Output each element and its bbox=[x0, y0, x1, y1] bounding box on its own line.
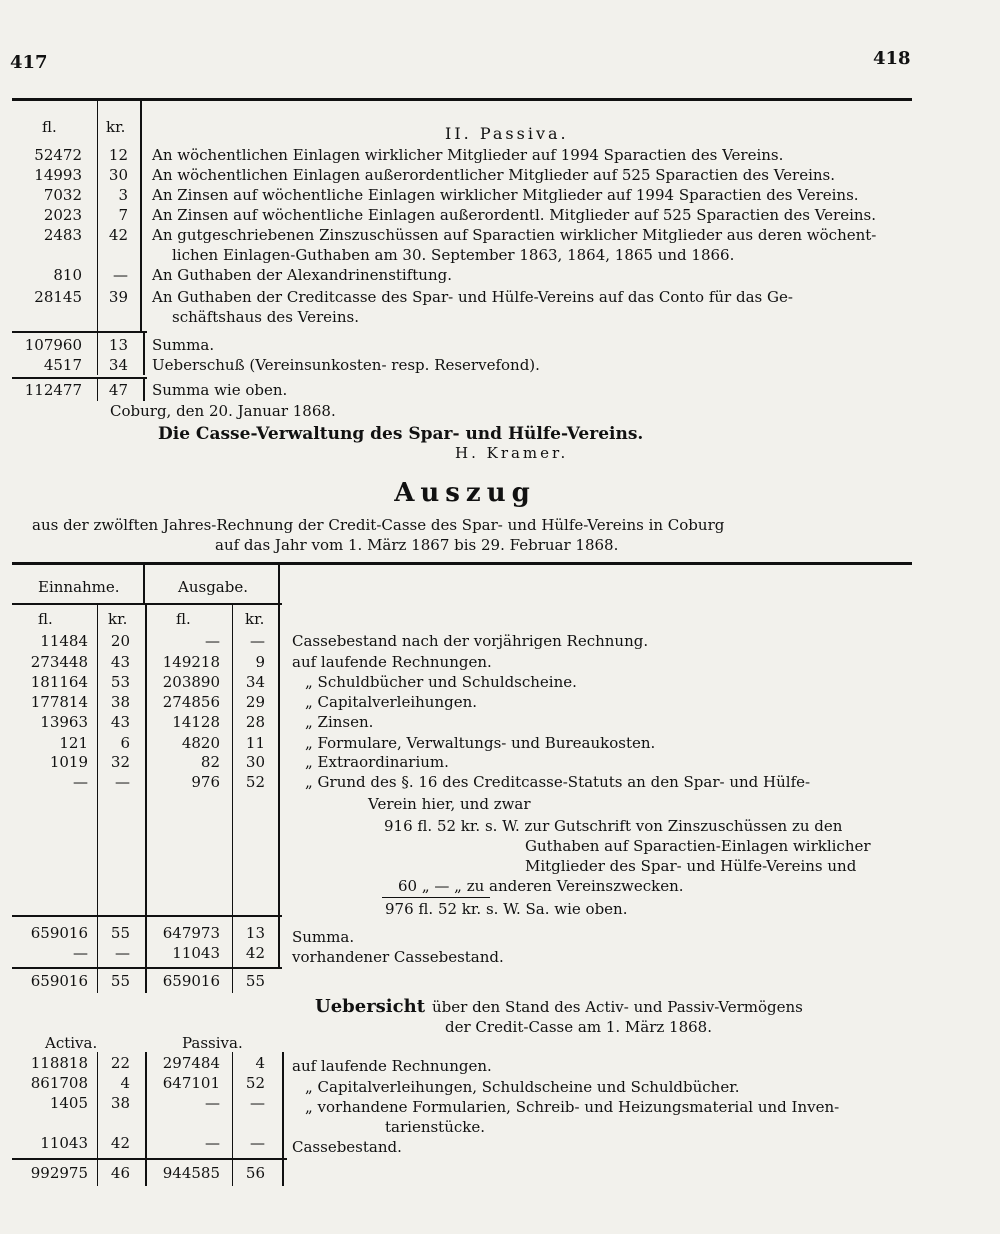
ausgabe-fl: 976 bbox=[191, 773, 220, 791]
einnahme-summa-fl: 659016 bbox=[30, 924, 88, 942]
column-divider bbox=[232, 1052, 233, 1160]
column-divider bbox=[97, 379, 98, 401]
activa-fl: 11043 bbox=[40, 1134, 88, 1152]
column-divider bbox=[143, 379, 145, 401]
passiva-text: An wöchentlichen Einlagen außerordentlicher Mitglieder auf 525 Sparactien des Vereins. bbox=[152, 166, 835, 184]
summa-rule bbox=[12, 915, 282, 917]
column-divider bbox=[232, 917, 233, 967]
column-divider bbox=[282, 1052, 284, 1160]
passiva-total-kr: 47 bbox=[108, 381, 128, 399]
passiva-fl: 810 bbox=[53, 266, 82, 284]
passiva-kr: — bbox=[113, 266, 128, 284]
einnahme-fl: — bbox=[73, 773, 88, 791]
table-top-rule bbox=[12, 562, 912, 565]
einnahme-kr: 20 bbox=[110, 632, 130, 650]
credit-row-text: „ Capitalverleihungen. bbox=[305, 693, 478, 711]
credit-row-text: „ Grund des §. 16 des Creditcasse-Statuts an den Spar- und Hülfe- bbox=[305, 773, 811, 791]
passiva-title: II. Passiva. bbox=[445, 124, 569, 143]
header-fl: fl. bbox=[176, 610, 191, 628]
ausgabe-bestand-kr: 42 bbox=[245, 944, 265, 962]
uebersicht-row-text-cont: tarienstücke. bbox=[385, 1118, 485, 1136]
uebersicht-title-2: der Credit-Casse am 1. März 1868. bbox=[445, 1018, 712, 1036]
einnahme-fl: 177814 bbox=[30, 693, 88, 711]
einnahme-fl: 121 bbox=[59, 734, 88, 752]
passiva-kr: 4 bbox=[255, 1054, 265, 1072]
auszug-title: Auszug bbox=[394, 478, 536, 508]
einnahme-fl: 13963 bbox=[40, 713, 88, 731]
header-kr: kr. bbox=[108, 610, 128, 628]
credit-row-text: „ Extraordinarium. bbox=[305, 753, 449, 771]
passiva-fl: 52472 bbox=[34, 146, 82, 164]
credit-row-text: Cassebestand nach der vorjährigen Rechnung. bbox=[292, 632, 649, 650]
ausgabe-kr: 30 bbox=[245, 753, 265, 771]
activa-total-kr: 46 bbox=[110, 1164, 130, 1182]
ausgabe-bestand-fl: 11043 bbox=[172, 944, 220, 962]
passiva-fl: 2023 bbox=[43, 206, 82, 224]
passiva-fl: — bbox=[205, 1094, 220, 1112]
grund-text: Guthaben auf Sparactien-Einlagen wirklicher bbox=[525, 837, 871, 855]
passiva-kr: 42 bbox=[108, 226, 128, 244]
header-fl: fl. bbox=[42, 118, 57, 136]
einnahme-kr: 43 bbox=[110, 653, 130, 671]
passiva-total-kr: 56 bbox=[245, 1164, 265, 1182]
einnahme-fl: 1019 bbox=[49, 753, 88, 771]
passiva-kr: 52 bbox=[245, 1074, 265, 1092]
passiva-fl: 14993 bbox=[34, 166, 82, 184]
passiva-fl: 2483 bbox=[43, 226, 82, 244]
einnahme-kr: 43 bbox=[110, 713, 130, 731]
grund-text: 916 fl. 52 kr. s. W. zur Gutschrift von Zinszuschüssen zu den bbox=[384, 817, 843, 835]
column-divider bbox=[232, 605, 233, 915]
passiva-text: An Zinsen auf wöchentliche Einlagen außerordentl. Mitglieder auf 525 Sparactien des Vereins. bbox=[152, 206, 877, 224]
summa-label: Summa. bbox=[292, 928, 355, 946]
ausgabe-fl: 203890 bbox=[162, 673, 220, 691]
ausgabe-total-kr: 55 bbox=[245, 972, 265, 990]
einnahme-fl: 181164 bbox=[30, 673, 88, 691]
passiva-kr: 3 bbox=[118, 186, 128, 204]
column-divider bbox=[97, 605, 98, 915]
ausgabe-total-fl: 659016 bbox=[162, 972, 220, 990]
ausgabe-fl: — bbox=[205, 632, 220, 650]
einnahme-kr: — bbox=[115, 773, 130, 791]
column-divider bbox=[97, 1052, 98, 1160]
activa-kr: 22 bbox=[110, 1054, 130, 1072]
passiva-kr: 39 bbox=[108, 288, 128, 306]
column-divider bbox=[97, 1160, 98, 1186]
credit-row-text: „ Schuldbücher und Schuldscheine. bbox=[305, 673, 577, 691]
einnahme-total-kr: 55 bbox=[110, 972, 130, 990]
passiva-summa-kr: 13 bbox=[108, 336, 128, 354]
column-divider bbox=[145, 1052, 147, 1160]
header-kr: kr. bbox=[245, 610, 265, 628]
activa-total-fl: 992975 bbox=[30, 1164, 88, 1182]
column-divider bbox=[145, 1160, 147, 1186]
header-kr: kr. bbox=[106, 118, 126, 136]
passiva-fl: 647101 bbox=[162, 1074, 220, 1092]
column-divider bbox=[140, 101, 142, 333]
passiva-kr: 7 bbox=[118, 206, 128, 224]
passiva-text: An Guthaben der Alexandrinenstiftung. bbox=[152, 266, 452, 284]
header-einnahme: Einnahme. bbox=[38, 578, 120, 596]
passiva-total-fl: 944585 bbox=[162, 1164, 220, 1182]
einnahme-total-fl: 659016 bbox=[30, 972, 88, 990]
passiva-total-label: Summa wie oben. bbox=[152, 381, 288, 399]
place-date: Coburg, den 20. Januar 1868. bbox=[110, 402, 336, 420]
grund-text: 976 fl. 52 kr. s. W. Sa. wie oben. bbox=[385, 900, 628, 918]
column-divider bbox=[143, 333, 145, 375]
activa-fl: 1405 bbox=[49, 1094, 88, 1112]
grund-text: Verein hier, und zwar bbox=[368, 795, 531, 813]
column-divider bbox=[145, 917, 147, 967]
column-divider bbox=[143, 565, 145, 605]
passiva-fl: — bbox=[205, 1134, 220, 1152]
passiva-kr: — bbox=[250, 1134, 265, 1152]
header-ausgabe: Ausgabe. bbox=[178, 578, 248, 596]
auszug-subtitle-2: auf das Jahr vom 1. März 1867 bis 29. Februar 1868. bbox=[215, 536, 619, 554]
credit-row-text: „ Formulare, Verwaltungs- und Bureaukosten. bbox=[305, 734, 656, 752]
einnahme-bestand-kr: — bbox=[115, 944, 130, 962]
signature-organization: Die Casse-Verwaltung des Spar- und Hülfe-Vereins. bbox=[158, 424, 644, 444]
passiva-summa-label: Summa. bbox=[152, 336, 215, 354]
passiva-kr: 30 bbox=[108, 166, 128, 184]
activa-fl: 861708 bbox=[30, 1074, 88, 1092]
einnahme-bestand-fl: — bbox=[73, 944, 88, 962]
passiva-text-cont: lichen Einlagen-Guthaben am 30. September 1863, 1864, 1865 und 1866. bbox=[172, 246, 735, 264]
ausgabe-fl: 82 bbox=[200, 753, 220, 771]
passiva-summa-fl: 107960 bbox=[24, 336, 82, 354]
ausgabe-summa-kr: 13 bbox=[245, 924, 265, 942]
auszug-subtitle: aus der zwölften Jahres-Rechnung der Credit-Casse des Spar- und Hülfe-Vereins in Coburg bbox=[32, 516, 725, 534]
passiva-text: An gutgeschriebenen Zinszuschüssen auf Sparactien wirklicher Mitglieder aus deren wöchent- bbox=[152, 226, 877, 244]
ausgabe-fl: 4820 bbox=[181, 734, 220, 752]
activa-kr: 4 bbox=[120, 1074, 130, 1092]
einnahme-kr: 38 bbox=[110, 693, 130, 711]
total-rule bbox=[12, 967, 282, 969]
passiva-kr: — bbox=[250, 1094, 265, 1112]
einnahme-fl: 11484 bbox=[40, 632, 88, 650]
grund-text: Mitglieder des Spar- und Hülfe-Vereins und bbox=[525, 857, 857, 875]
header-rule bbox=[12, 603, 282, 605]
summa-rule bbox=[12, 331, 147, 333]
ausgabe-kr: 52 bbox=[245, 773, 265, 791]
grund-rule bbox=[382, 897, 490, 898]
credit-row-text: auf laufende Rechnungen. bbox=[292, 653, 492, 671]
header-passiva: Passiva. bbox=[182, 1034, 243, 1052]
passiva-fl: 7032 bbox=[43, 186, 82, 204]
column-divider bbox=[145, 969, 147, 993]
passiva-fl: 28145 bbox=[34, 288, 82, 306]
einnahme-summa-kr: 55 bbox=[110, 924, 130, 942]
activa-kr: 42 bbox=[110, 1134, 130, 1152]
header-fl: fl. bbox=[38, 610, 53, 628]
passiva-ueberschuss-kr: 34 bbox=[108, 356, 128, 374]
passiva-text: An Guthaben der Creditcasse des Spar- und Hülfe-Vereins auf das Conto für das Ge- bbox=[152, 288, 793, 306]
top-rule bbox=[12, 98, 912, 101]
einnahme-kr: 6 bbox=[120, 734, 130, 752]
grund-text: 60 „ — „ zu anderen Vereinszwecken. bbox=[398, 877, 684, 895]
uebersicht-row-text: „ Capitalverleihungen, Schuldscheine und Schuldbücher. bbox=[305, 1078, 740, 1096]
column-divider bbox=[97, 101, 98, 333]
total-rule bbox=[12, 1158, 287, 1160]
column-divider bbox=[145, 605, 147, 915]
column-divider bbox=[232, 969, 233, 993]
passiva-ueberschuss-fl: 4517 bbox=[43, 356, 82, 374]
column-divider bbox=[282, 1160, 284, 1186]
column-divider bbox=[232, 1160, 233, 1186]
passiva-text-cont: schäftshaus des Vereins. bbox=[172, 308, 359, 326]
ausgabe-fl: 274856 bbox=[162, 693, 220, 711]
header-activa: Activa. bbox=[45, 1034, 98, 1052]
uebersicht-row-text: „ vorhandene Formularien, Schreib- und Heizungsmaterial und Inven- bbox=[305, 1098, 840, 1116]
einnahme-kr: 53 bbox=[110, 673, 130, 691]
ausgabe-fl: 14128 bbox=[172, 713, 220, 731]
credit-row-text: „ Zinsen. bbox=[305, 713, 374, 731]
ausgabe-kr: 29 bbox=[245, 693, 265, 711]
passiva-text: An wöchentlichen Einlagen wirklicher Mitglieder auf 1994 Sparactien des Vereins. bbox=[152, 146, 784, 164]
ausgabe-fl: 149218 bbox=[162, 653, 220, 671]
cassebestand-label: vorhandener Cassebestand. bbox=[292, 948, 504, 966]
activa-kr: 38 bbox=[110, 1094, 130, 1112]
uebersicht-title-rest: über den Stand des Activ- und Passiv-Vermögens bbox=[432, 998, 803, 1016]
column-divider bbox=[97, 969, 98, 993]
einnahme-kr: 32 bbox=[110, 753, 130, 771]
ausgabe-kr: 28 bbox=[245, 713, 265, 731]
passiva-kr: 12 bbox=[108, 146, 128, 164]
column-divider bbox=[278, 565, 280, 969]
uebersicht-row-text: Cassebestand. bbox=[292, 1138, 402, 1156]
passiva-text: An Zinsen auf wöchentliche Einlagen wirklicher Mitglieder auf 1994 Sparactien des Vereins. bbox=[152, 186, 859, 204]
page-number-left: 417 bbox=[10, 52, 48, 73]
total-rule bbox=[12, 377, 147, 379]
einnahme-fl: 273448 bbox=[30, 653, 88, 671]
activa-fl: 118818 bbox=[30, 1054, 88, 1072]
passiva-fl: 297484 bbox=[162, 1054, 220, 1072]
page-number-right: 418 bbox=[873, 48, 911, 69]
uebersicht-title-bold: Uebersicht bbox=[315, 996, 426, 1017]
ausgabe-kr: 9 bbox=[255, 653, 265, 671]
passiva-ueberschuss-label: Ueberschuß (Vereinsunkosten- resp. Reservefond). bbox=[152, 356, 540, 374]
column-divider bbox=[97, 333, 98, 375]
column-divider bbox=[97, 917, 98, 967]
ausgabe-summa-fl: 647973 bbox=[162, 924, 220, 942]
passiva-total-fl: 112477 bbox=[24, 381, 82, 399]
ausgabe-kr: 34 bbox=[245, 673, 265, 691]
ausgabe-kr: 11 bbox=[245, 734, 265, 752]
uebersicht-row-text: auf laufende Rechnungen. bbox=[292, 1057, 492, 1075]
ausgabe-kr: — bbox=[250, 632, 265, 650]
signature-name: H. Kramer. bbox=[455, 444, 569, 462]
